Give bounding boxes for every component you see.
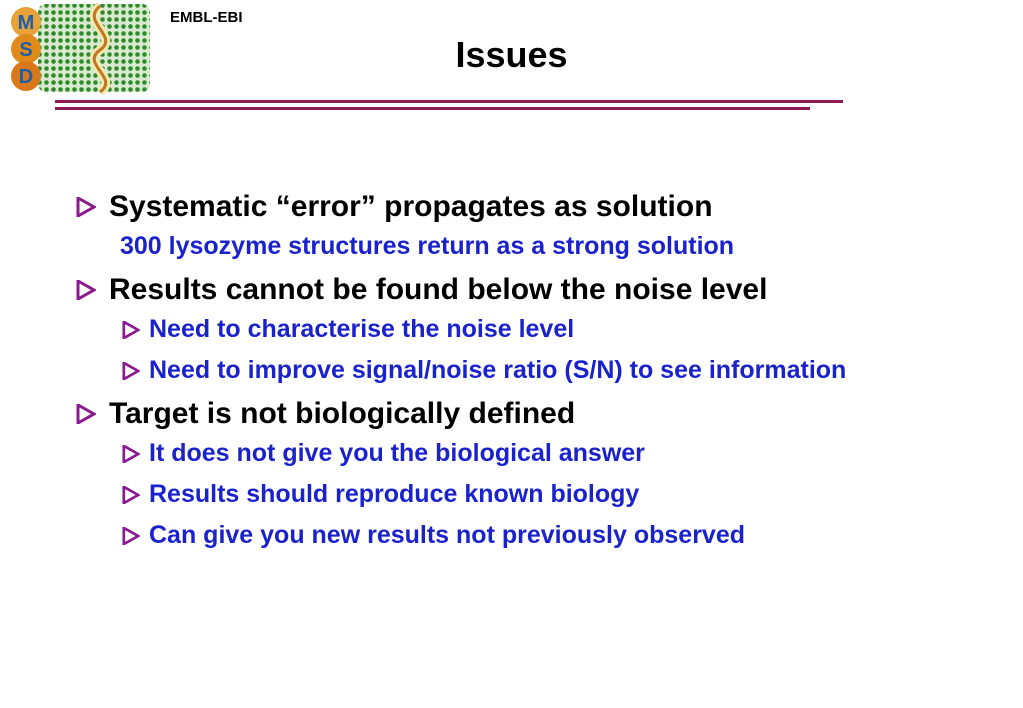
slide-title: Issues [455,34,568,75]
sub-bullet-item [74,313,994,346]
arrow-bullet-icon [122,321,140,339]
sub-bullet-text: 300 lysozyme structures return as a strong solution [120,232,735,260]
title-rule-top [55,100,843,103]
arrow-bullet-icon [122,486,140,504]
arrow-bullet-icon [122,362,140,380]
arrow-bullet-icon [76,404,96,424]
bullet-item [74,271,994,308]
arrow-bullet-icon [76,280,96,300]
sub-bullet-item [74,437,994,470]
sub-bullet-item [74,230,994,263]
sub-bullet-text: Need to improve signal/noise ratio (S/N) to see information [149,356,847,384]
logo-letter-m: M [17,12,35,34]
sub-bullet-text: Results should reproduce known biology [149,480,640,508]
sub-bullet-text: Need to characterise the noise level [149,315,575,343]
logo-letter-s: S [19,39,33,61]
title-rule-bottom [55,107,810,110]
sub-bullet-item [74,519,994,552]
arrow-bullet-icon [122,445,140,463]
logo-letter-d: D [18,66,34,88]
bullet-text: Results cannot be found below the noise level [109,273,768,306]
bullet-text: Target is not biologically defined [109,397,576,430]
arrow-bullet-icon [122,527,140,545]
bullet-item [74,395,994,432]
bullet-text: Systematic “error” propagates as solution [109,190,713,223]
sub-bullet-text: Can give you new results not previously observed [149,521,745,549]
sub-bullet-item [74,354,889,387]
bullet-list [74,188,994,560]
bullet-item [74,188,994,225]
sub-bullet-text: It does not give you the biological answer [149,439,645,467]
organization-label: EMBL-EBI [170,9,243,26]
sub-bullet-item [74,478,994,511]
arrow-bullet-icon [76,197,96,217]
